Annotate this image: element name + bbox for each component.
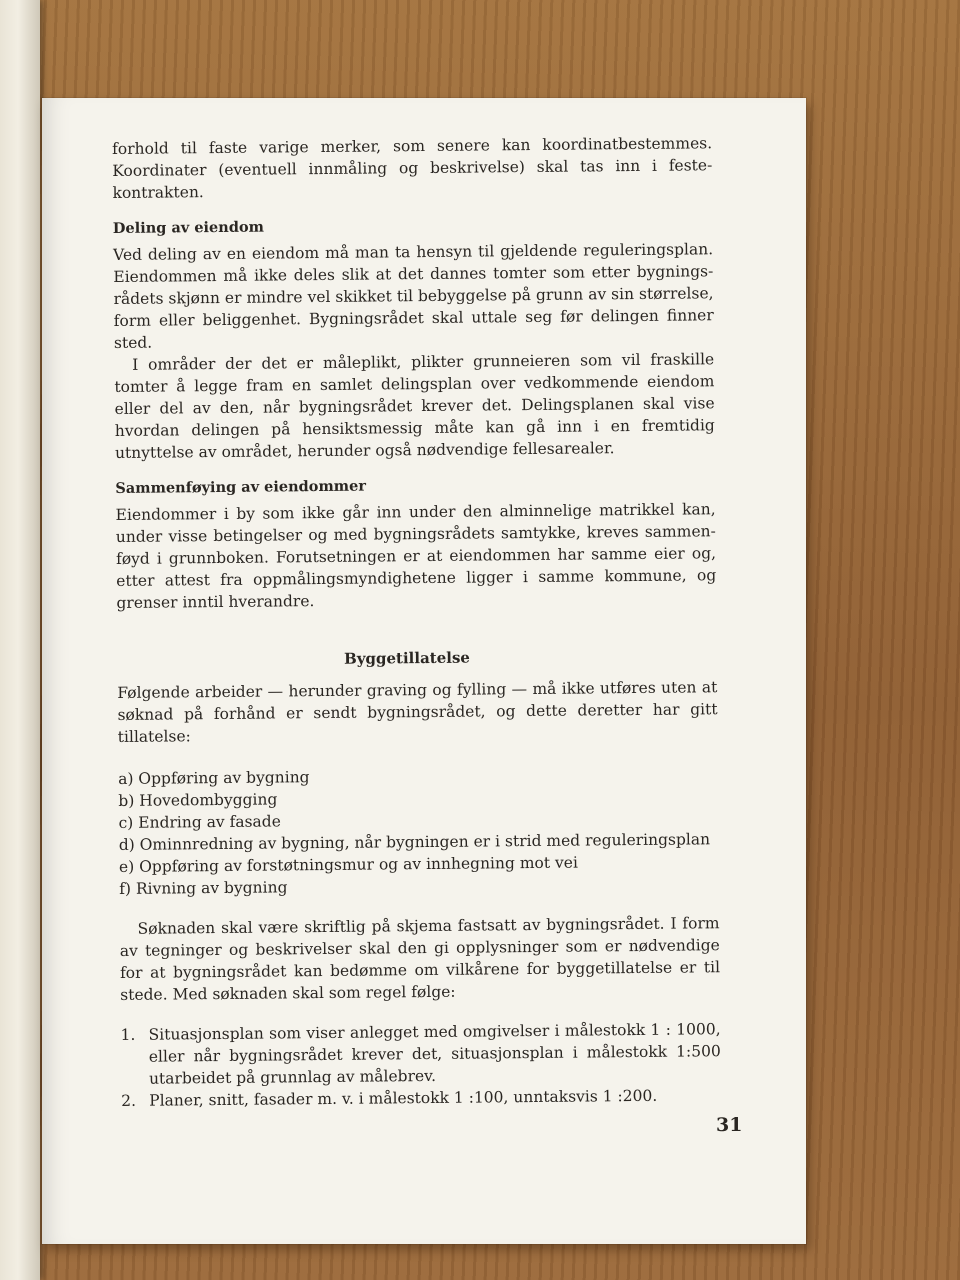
list-item-text: Planer, snitt, fasader m. v. i målestokk 1 :100, unntaksvis 1 :200. (149, 1086, 658, 1110)
intro-paragraph: forhold til faste varige merker, som senere kan koordinatbestemmes. Koordinater (eventuell innmåling og beskrivelse) skal tas inn i festekontrakten. (112, 134, 713, 202)
list-item: d) Ominnredning av bygning, når bygningen er i strid med reguleringsplan (118, 830, 711, 854)
deling-paragraph-1: Ved deling av en eiendom må man ta hensyn til gjeldende reguleringsplan. Eiendommen må ikke deles slik at det dannes tomter som etter bygningsrådets skjønn er mindre vel skikket til bebyggelse på grunn av sin størrelse, form eller beliggenhet. Bygningsrådet skal uttale seg før delingen finner sted. (113, 240, 714, 352)
sammenfoyning-paragraph: Eiendommer i by som ikke går inn under den alminnelige matrikkel kan, under visse betingelser og med bygningsrådets samtykke, kreves sammenføyd i grunnboken. Forutsetningen er at eiendommen har samme eier og, etter attest fra oppmålingsmyndighetene ligger i samme kommune, og grenser inntil hverandre. (115, 500, 717, 612)
heading-deling-av-eiendom: Deling av eiendom (112, 218, 265, 237)
page-text (112, 132, 721, 1112)
list-item: f) Rivning av bygning (119, 878, 288, 898)
attachments-list (121, 1018, 722, 1112)
list-item-number: 1. (120, 1025, 136, 1044)
list-item: e) Oppføring av forstøtningsmur og av innhegning mot vei (118, 853, 578, 876)
soknad-paragraph: Søknaden skal være skriftlig på skjema fastsatt av bygningsrådet. I form av tegninger og beskrivelser skal den gi opplysninger som er nødvendige for at bygningsrådet kan bedømme om vilkårene for byggetillatelse er til stede. Med søknaden skal som regel følge: (119, 914, 721, 1004)
list-item: a) Oppføring av bygning (118, 768, 310, 788)
list-item (121, 1018, 722, 1090)
facing-page-edge (0, 0, 40, 1280)
heading-sammenfoyning: Sammenføying av eiendommer (115, 477, 367, 497)
deling-paragraph-2: I områder der det er måleplikt, plikter grunneieren som vil fraskille tomter å legge fram en samlet delingsplan over vedkommende eiendom eller del av den, når bygningsrådet krever det. Delingsplanen skal vise hvordan delingen på hensiktsmessig måte kan gå inn i en fremtidig utnyttelse av området, herunder også nødvendige fellesarealer. (114, 350, 715, 462)
byggetillatelse-intro: Følgende arbeider — herunder graving og fylling — må ikke utføres uten at søknad på forhånd er sendt bygningsrådet, og dette deretter har gitt tillatelse: (117, 678, 718, 746)
work-types-list (118, 762, 719, 900)
list-item: c) Endring av fasade (118, 812, 281, 832)
page-number: 31 (716, 1114, 743, 1136)
heading-byggetillatelse: Byggetillatelse (344, 648, 470, 668)
list-item: b) Hovedombygging (118, 790, 278, 810)
list-item-text: Situasjonsplan som viser anlegget med omgivelser i målestokk 1 : 1000, eller når bygningsrådet krever det, situasjonsplan i målestokk 1:500 utarbeidet på grunnlag av målebrev. (148, 1020, 721, 1088)
list-item-number: 2. (121, 1091, 137, 1110)
